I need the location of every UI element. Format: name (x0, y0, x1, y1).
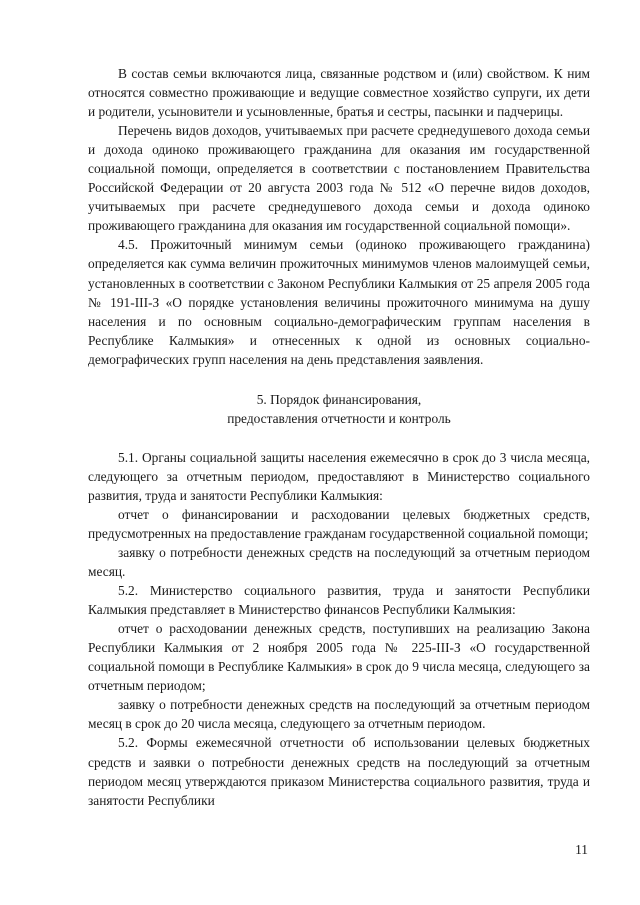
paragraph-family-composition: В состав семьи включаются лица, связанные родством и (или) свойством. К ним относятся совместно проживающие и ведущие совместное хозяйство супруги, их дети и родители, усыновители и усыновленные, братья и сестры, пасынки и падчерицы. (88, 66, 590, 120)
section-heading (88, 390, 590, 428)
paragraph-5-2: 5.2. Министерство социального развития, труда и занятости Республики Калмыкия представляет в Министерство финансов Республики Калмыкия: (88, 583, 590, 618)
document-page (88, 64, 590, 810)
paragraph-4-5: 4.5. Прожиточный минимум семьи (одиноко проживающего гражданина) определяется как сумма величин прожиточных минимумов членов малоимущей семьи, установленных в соответствии с Законом Республики Калмыкия от 25 апреля 2005 года № 191-III-З «О порядке установления величины прожиточного минимума на душу населения и по основным социально-демографическим группам населения в Республике Калмыкия» и отнесенных к одной из основных социально-демографических групп населения на день представления заявления. (88, 237, 590, 367)
paragraph-funds-request-deadline: заявку о потребности денежных средств на последующий за отчетным периодом месяц в срок до 20 числа месяца, следующего за отчетным периодом. (88, 697, 590, 732)
paragraph-funds-request: заявку о потребности денежных средств на последующий за отчетным периодом месяц. (88, 544, 590, 580)
page-number: 11 (575, 842, 588, 857)
section-heading-line-1: 5. Порядок финансирования, (256, 391, 422, 407)
paragraph-spending-report: отчет о расходовании денежных средств, поступивших на реализацию Закона Республики Калмыкия от 2 ноября 2005 года № 225-III-З «О государственной социальной помощи в Республике Калмыкия» в срок до 9 числа месяца, следующего за отчетным периодом; (88, 621, 590, 694)
paragraph-financing-report: отчет о финансировании и расходовании целевых бюджетных средств, предусмотренных на предоставление гражданам государственной социальной помощи; (88, 506, 590, 541)
paragraph-5-2-forms: 5.2. Формы ежемесячной отчетности об использовании целевых бюджетных средств и заявки о потребности денежных средств на последующий за отчетным периодом месяц утверждаются приказом Министерства социального развития, труда и занятости Республики (88, 735, 590, 808)
paragraph-5-1: 5.1. Органы социальной защиты населения ежемесячно в срок до 3 числа месяца, следующего за отчетным периодом, предоставляют в Министерство социального развития, труда и занятости Республики Калмыкия: (88, 449, 590, 503)
paragraph-income-types: Перечень видов доходов, учитываемых при расчете среднедушевого дохода семьи и дохода одиноко проживающего гражданина для оказания им государственной социальной помощи, определяется в соответствии с постановлением Правительства Российской Федерации от 20 августа 2003 года № 512 «О перечне видов доходов, учитываемых при расчете среднедушевого дохода семьи и дохода одиноко проживающего гражданина для оказания им государственной социальной помощи». (88, 123, 590, 234)
section-heading-line-2: предоставления отчетности и контроль (227, 410, 451, 426)
